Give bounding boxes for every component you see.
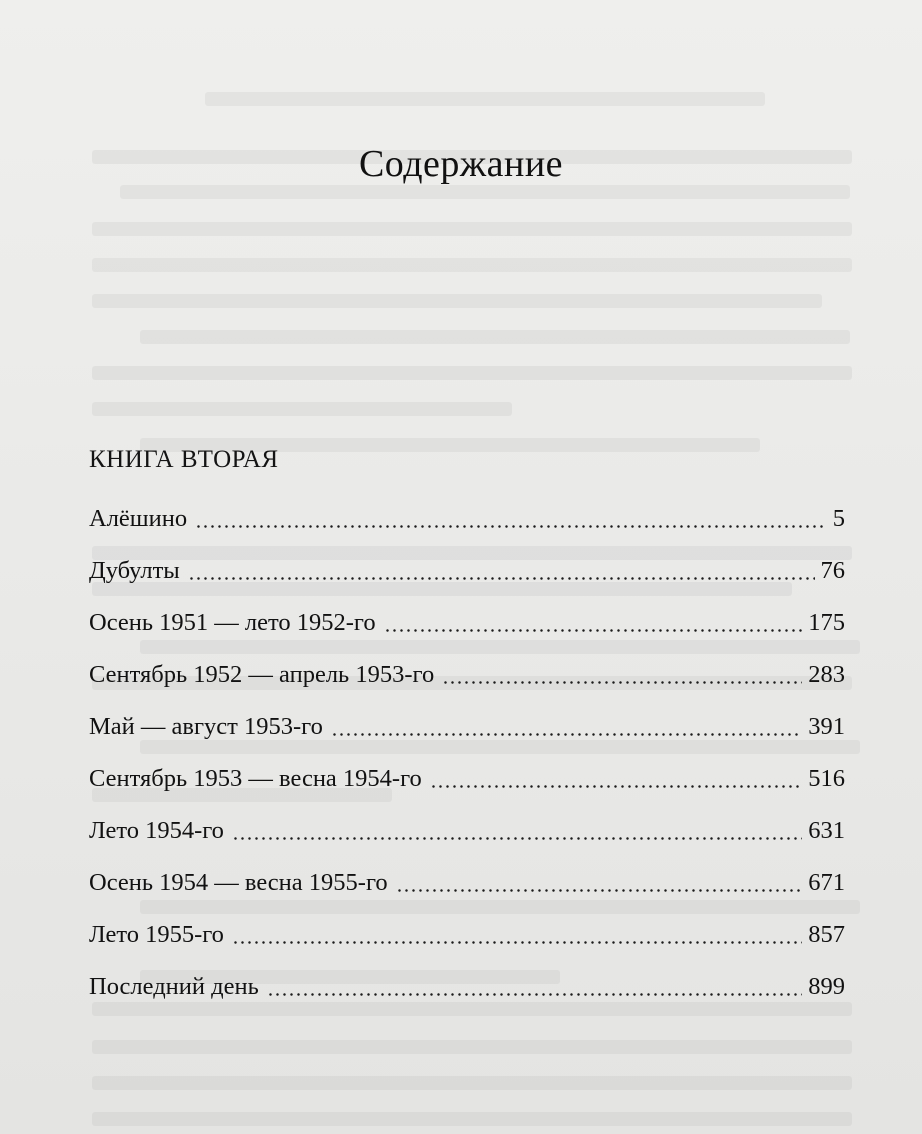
toc-entry[interactable] bbox=[89, 494, 845, 534]
toc-entry-page: 283 bbox=[808, 661, 845, 688]
toc-entry[interactable] bbox=[89, 962, 845, 1002]
page-title: Содержание bbox=[358, 143, 564, 185]
toc-entry-title: Последний день bbox=[89, 973, 259, 1000]
toc-entry-title: Сентябрь 1953 — весна 1954-го bbox=[89, 765, 422, 792]
toc-entry-page: 5 bbox=[832, 505, 845, 532]
toc-entry-page: 175 bbox=[808, 609, 845, 636]
toc-entry-page: 391 bbox=[808, 713, 845, 740]
toc-entry-page: 516 bbox=[808, 765, 845, 792]
toc-entry-title: Лето 1955-го bbox=[89, 921, 224, 948]
toc-entry[interactable] bbox=[89, 702, 845, 742]
toc-entry-title: Алёшино bbox=[89, 505, 188, 532]
dot-leader bbox=[331, 733, 802, 736]
toc-entry-page: 631 bbox=[808, 817, 845, 844]
toc-entry[interactable] bbox=[89, 546, 845, 586]
toc-entry-page: 76 bbox=[820, 557, 845, 584]
toc-entry[interactable] bbox=[89, 858, 845, 898]
dot-leader bbox=[384, 629, 803, 632]
toc-entry-title: Май — август 1953-го bbox=[89, 713, 323, 740]
dot-leader bbox=[442, 681, 802, 684]
toc-entry[interactable] bbox=[89, 754, 845, 794]
toc-entry[interactable] bbox=[89, 910, 845, 950]
book-section-label: КНИГА ВТОРАЯ bbox=[89, 446, 279, 473]
dot-leader bbox=[232, 941, 802, 944]
toc-entry-page: 899 bbox=[808, 973, 845, 1000]
dot-leader bbox=[430, 785, 802, 788]
toc-entry-title: Сентябрь 1952 — апрель 1953-го bbox=[89, 661, 435, 688]
dot-leader bbox=[232, 837, 802, 840]
dot-leader bbox=[396, 889, 803, 892]
toc-entry-page: 857 bbox=[808, 921, 845, 948]
dot-leader bbox=[188, 577, 815, 580]
toc-entry-page: 671 bbox=[808, 869, 845, 896]
dot-leader bbox=[195, 525, 827, 528]
toc-entry[interactable] bbox=[89, 598, 845, 638]
toc-entry-title: Дубулты bbox=[89, 557, 180, 584]
dot-leader bbox=[267, 993, 802, 996]
toc-entry[interactable] bbox=[89, 806, 845, 846]
toc-entry-title: Осень 1954 — весна 1955-го bbox=[89, 869, 388, 896]
toc-entry-title: Осень 1951 — лето 1952-го bbox=[89, 609, 376, 636]
toc-entry-title: Лето 1954-го bbox=[89, 817, 224, 844]
toc-entry[interactable] bbox=[89, 650, 845, 690]
